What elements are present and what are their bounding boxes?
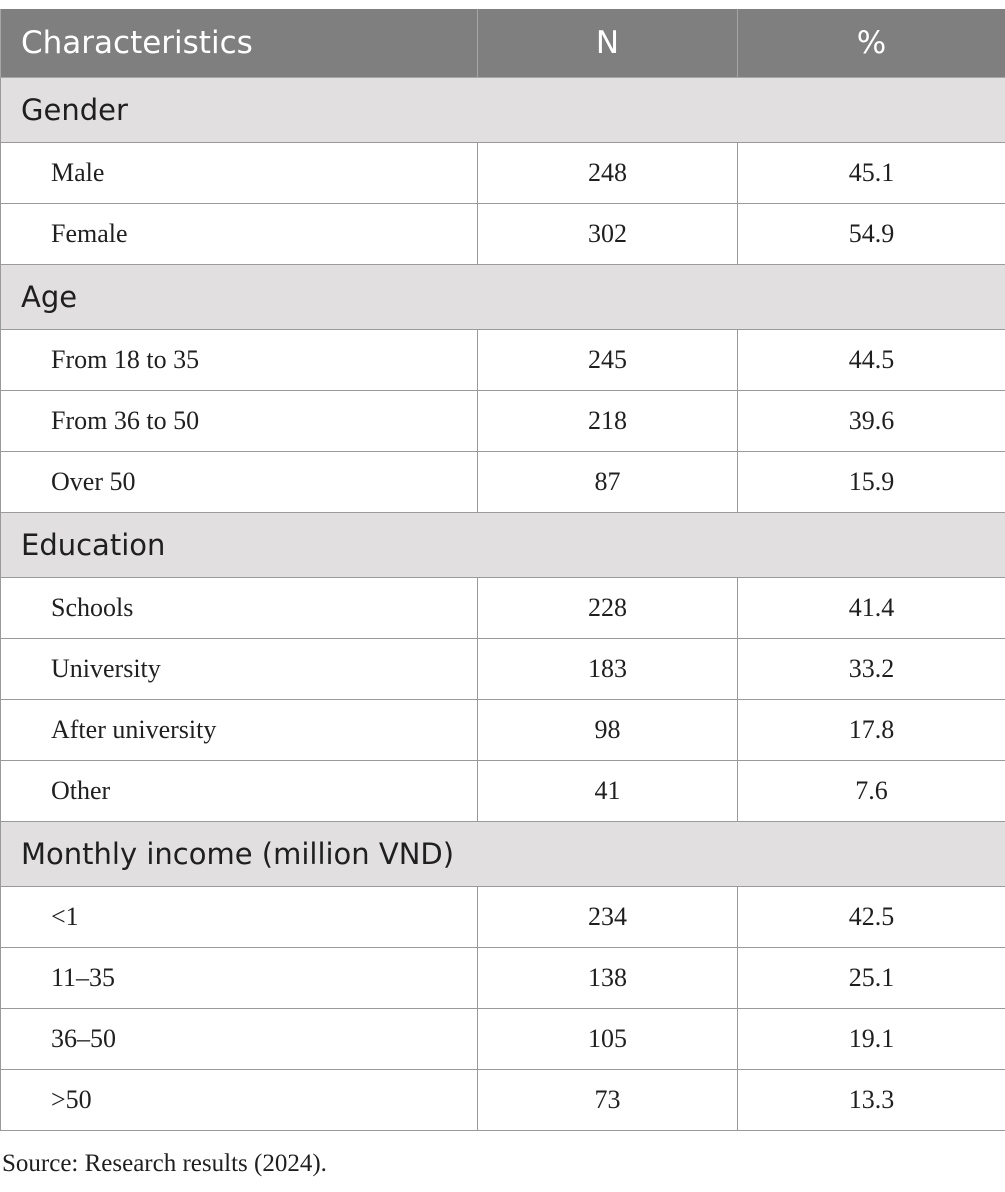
- table-row: [1, 391, 1005, 452]
- header-n: N: [478, 9, 738, 78]
- row-n: 302: [478, 204, 738, 265]
- section-row-age: [1, 265, 1005, 330]
- row-percent: 15.9: [738, 452, 1005, 513]
- row-label: <1: [1, 887, 478, 948]
- table-row: [1, 578, 1005, 639]
- header-row: [1, 9, 1005, 78]
- row-percent: 45.1: [738, 143, 1005, 204]
- row-label: >50: [1, 1070, 478, 1131]
- section-title: Education: [1, 513, 1005, 578]
- row-label: After university: [1, 700, 478, 761]
- row-percent: 42.5: [738, 887, 1005, 948]
- row-percent: 39.6: [738, 391, 1005, 452]
- table-row: [1, 143, 1005, 204]
- demographics-table: [0, 9, 1005, 1131]
- row-percent: 25.1: [738, 948, 1005, 1009]
- row-label: Schools: [1, 578, 478, 639]
- row-n: 248: [478, 143, 738, 204]
- row-label: From 18 to 35: [1, 330, 478, 391]
- row-percent: 13.3: [738, 1070, 1005, 1131]
- row-label: University: [1, 639, 478, 700]
- section-title: Gender: [1, 78, 1005, 143]
- row-label: Over 50: [1, 452, 478, 513]
- table-row: [1, 452, 1005, 513]
- row-n: 105: [478, 1009, 738, 1070]
- row-label: 36–50: [1, 1009, 478, 1070]
- row-n: 234: [478, 887, 738, 948]
- row-n: 218: [478, 391, 738, 452]
- section-title: Monthly income (million VND): [1, 822, 1005, 887]
- row-n: 41: [478, 761, 738, 822]
- source-note: Source: Research results (2024).: [2, 1150, 327, 1177]
- row-label: Male: [1, 143, 478, 204]
- header-characteristics: Characteristics: [1, 9, 478, 78]
- table-row: [1, 1070, 1005, 1131]
- row-n: 73: [478, 1070, 738, 1131]
- header-percent: %: [738, 9, 1005, 78]
- row-percent: 19.1: [738, 1009, 1005, 1070]
- row-percent: 41.4: [738, 578, 1005, 639]
- row-percent: 54.9: [738, 204, 1005, 265]
- row-label: 11–35: [1, 948, 478, 1009]
- row-n: 228: [478, 578, 738, 639]
- row-label: From 36 to 50: [1, 391, 478, 452]
- section-row-education: [1, 513, 1005, 578]
- row-label: Female: [1, 204, 478, 265]
- demographics-table-container: [0, 9, 1005, 1131]
- row-label: Other: [1, 761, 478, 822]
- section-title: Age: [1, 265, 1005, 330]
- table-row: [1, 887, 1005, 948]
- table-row: [1, 948, 1005, 1009]
- table-row: [1, 700, 1005, 761]
- row-n: 138: [478, 948, 738, 1009]
- section-row-gender: [1, 78, 1005, 143]
- table-row: [1, 204, 1005, 265]
- row-percent: 33.2: [738, 639, 1005, 700]
- row-n: 245: [478, 330, 738, 391]
- row-percent: 17.8: [738, 700, 1005, 761]
- table-row: [1, 330, 1005, 391]
- section-row-monthly-income: [1, 822, 1005, 887]
- table-row: [1, 639, 1005, 700]
- row-n: 87: [478, 452, 738, 513]
- table-row: [1, 761, 1005, 822]
- row-percent: 7.6: [738, 761, 1005, 822]
- row-n: 183: [478, 639, 738, 700]
- table-row: [1, 1009, 1005, 1070]
- row-percent: 44.5: [738, 330, 1005, 391]
- row-n: 98: [478, 700, 738, 761]
